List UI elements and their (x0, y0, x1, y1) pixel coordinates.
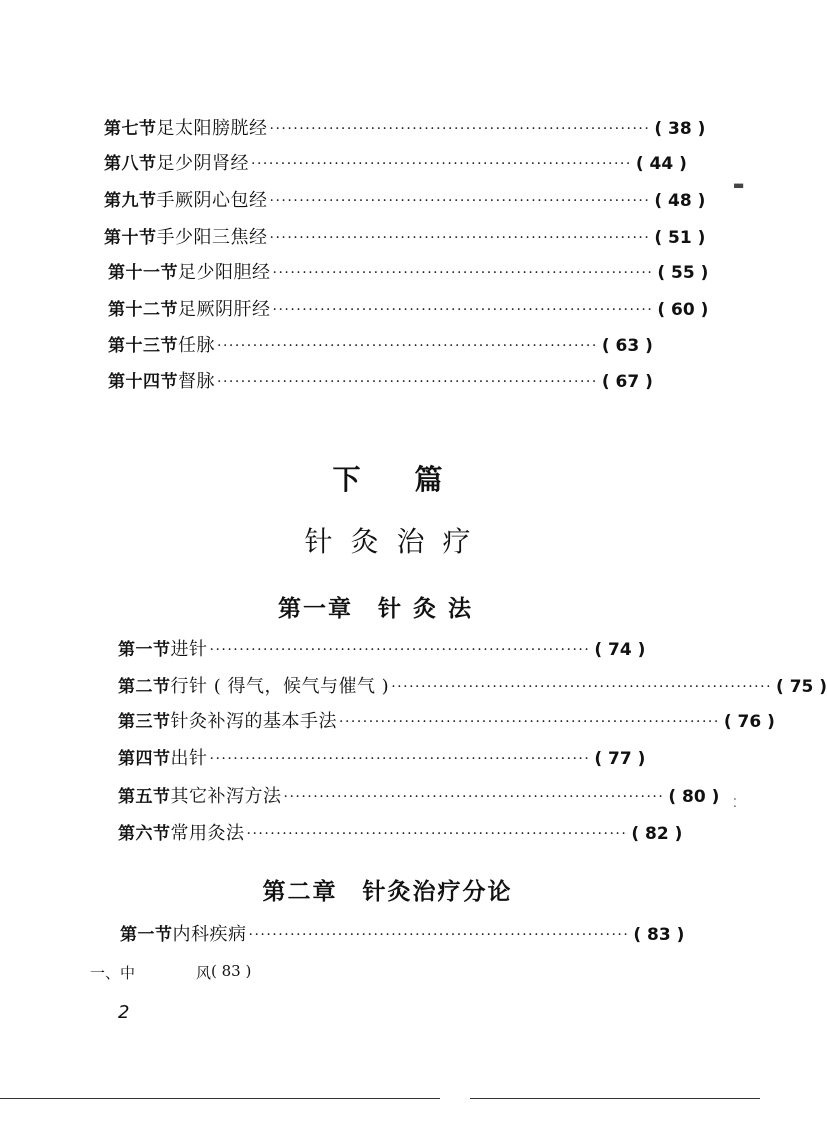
entry-page: ( 60 ) (657, 300, 709, 320)
part-subtitle: 针灸治疗 (304, 525, 489, 558)
page-number: 2 (118, 1002, 130, 1023)
entry-page: ( 82 ) (631, 824, 683, 844)
entry-title-part: 督 (178, 371, 197, 392)
entry-title: 足少阴肾经 (156, 153, 249, 174)
dot-leader: ································································ (246, 826, 628, 842)
toc-entry (118, 819, 683, 849)
section-number: 第一节 (120, 925, 173, 945)
sub-entry-label: 风 (196, 964, 212, 982)
entry-page: ( 83 ) (633, 925, 685, 945)
part-heading: 下篇 (332, 463, 497, 496)
dot-leader: ································································ (209, 751, 591, 767)
toc-entry (108, 295, 709, 325)
section-number: 第五节 (118, 787, 171, 807)
dot-leader: ································································ (339, 714, 720, 730)
scan-speck: ⁚ (733, 796, 737, 810)
dot-leader: ································································ (391, 679, 773, 695)
bottom-rule (0, 1098, 440, 1099)
section-number: 第八节 (104, 154, 157, 174)
entry-page: ( 44 ) (635, 154, 687, 174)
dot-leader: ································································ (269, 121, 651, 137)
section-number: 第七节 (104, 119, 157, 139)
dot-leader: ································································ (269, 193, 651, 209)
entry-title-part: 脉 (196, 371, 215, 392)
entry-page: ( 75 ) (776, 677, 827, 697)
dot-leader: ································································ (269, 230, 651, 246)
entry-page: ( 55 ) (657, 263, 709, 283)
toc-entry (120, 920, 685, 950)
chapter-heading: 第二章 针灸治疗分论 (262, 879, 513, 905)
toc-entry (104, 223, 706, 253)
sub-entry (90, 962, 251, 983)
toc-entry (118, 744, 646, 774)
dot-leader: ································································ (251, 156, 632, 172)
section-number: 第一节 (118, 640, 171, 660)
section-number: 第三节 (118, 712, 171, 732)
section-number: 第十一节 (108, 263, 178, 283)
dot-leader: ································································ (248, 927, 630, 943)
entry-page: ( 74 ) (594, 640, 646, 660)
entry-title-part: 任 (178, 335, 197, 356)
toc-entry (118, 782, 720, 812)
entry-title: 足太阳膀胱经 (156, 118, 268, 139)
entry-title-part: 脉 (196, 335, 215, 356)
toc-entry (108, 367, 653, 397)
entry-title: 手少阳三焦经 (156, 227, 268, 248)
section-number: 第四节 (118, 749, 171, 769)
dot-leader: ································································ (209, 642, 591, 658)
section-number: 第十二节 (108, 300, 178, 320)
entry-title: 行针 ( 得气，候气与催气 ) (170, 676, 390, 697)
entry-page: ( 63 ) (601, 336, 653, 356)
dot-leader: ································································ (272, 302, 654, 318)
section-number: 第十三节 (108, 336, 178, 356)
section-number: 第十四节 (108, 372, 178, 392)
entry-title: 常用灸法 (170, 823, 245, 844)
dot-leader: ································································ (283, 789, 665, 805)
entry-page: ( 76 ) (723, 712, 775, 732)
toc-entry (118, 635, 646, 665)
entry-page: ( 77 ) (594, 749, 646, 769)
toc-entry (108, 258, 709, 288)
entry-title: 手厥阴心包经 (156, 190, 268, 211)
chapter-heading: 第一章 针 灸 法 (277, 596, 473, 622)
section-number: 第十节 (104, 228, 157, 248)
dot-leader: ································································ (272, 265, 654, 281)
entry-title: 其它补泻方法 (170, 786, 282, 807)
entry-title: 足少阳胆经 (178, 262, 271, 283)
entry-page: ( 38 ) (654, 119, 706, 139)
dot-leader: ································································ (217, 338, 598, 354)
toc-entry (118, 672, 827, 702)
toc-entry (108, 331, 653, 361)
section-number: 第六节 (118, 824, 171, 844)
bottom-rule (470, 1098, 760, 1099)
toc-entry (104, 186, 706, 216)
toc-entry (104, 114, 706, 144)
toc-entry (104, 149, 687, 179)
scan-speck: ▬ (733, 178, 745, 192)
entry-title: 针灸补泻的基本手法 (170, 711, 337, 732)
sub-entry-label: 一、中 (90, 964, 136, 982)
entry-page: ( 51 ) (654, 228, 706, 248)
entry-page: ( 80 ) (668, 787, 720, 807)
sub-entry-page: ( 83 ) (211, 962, 252, 980)
section-number: 第九节 (104, 191, 157, 211)
section-number: 第二节 (118, 677, 171, 697)
entry-title: 进针 (170, 639, 208, 660)
toc-entry (118, 707, 775, 737)
entry-title: 内科疾病 (172, 924, 247, 945)
dot-leader: ································································ (217, 374, 598, 390)
entry-title: 足厥阴肝经 (178, 299, 271, 320)
entry-title: 出针 (170, 748, 208, 769)
entry-page: ( 67 ) (601, 372, 653, 392)
entry-page: ( 48 ) (654, 191, 706, 211)
